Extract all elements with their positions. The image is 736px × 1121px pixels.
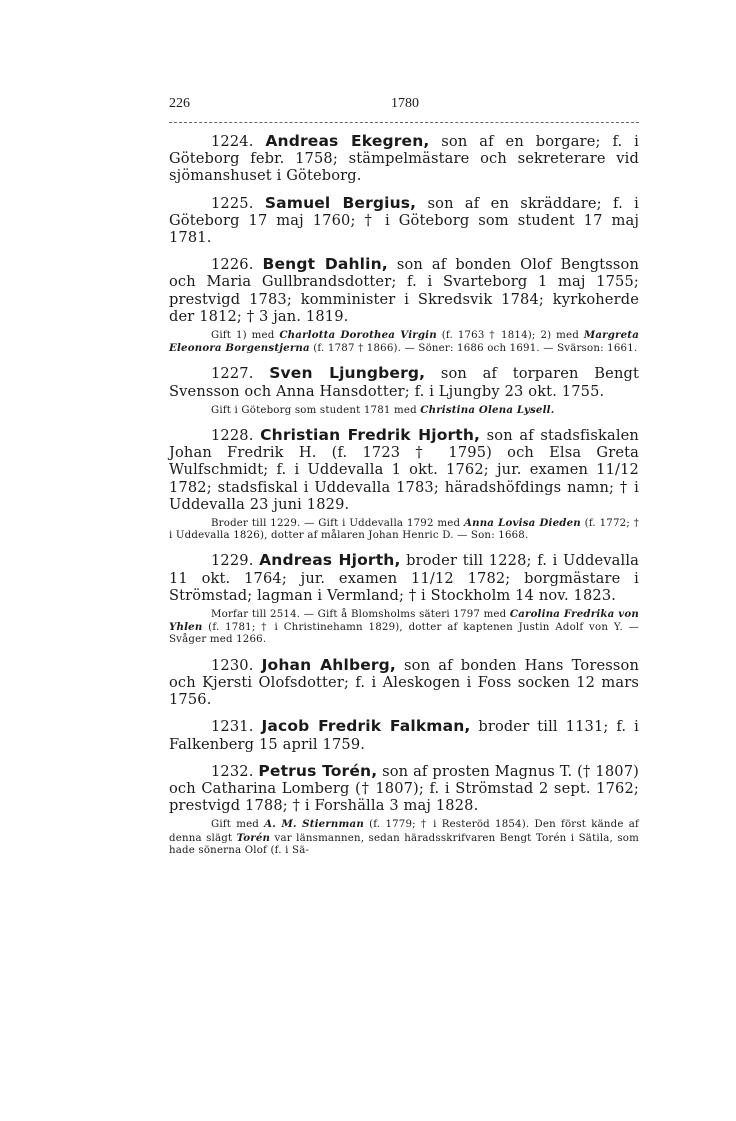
entry-text: son af bonden Hans Toresson och Kjersti Olofsdotter; f. i Aleskogen i Foss socken 12 mars 1756.: [169, 656, 639, 709]
entry-name: Christian Fredrik Hjorth,: [260, 426, 481, 445]
entry-note-1227: [169, 404, 639, 417]
note-spouse-name: Margreta Eleonora Borgenstjerna: [169, 329, 639, 355]
entry-note-1226: [169, 329, 639, 355]
entry-1225: [169, 195, 639, 247]
entry-text: broder till 1131; f. i Falkenberg 15 april 1759.: [169, 718, 639, 753]
header-rule: [169, 122, 639, 123]
entry-number: 1226.: [211, 256, 254, 274]
entry-note-1228: [169, 517, 639, 542]
entry-text: son af stadsfiskalen Johan Fredrik H. (f. 1723 † 1795) och Elsa Greta Wulfschmidt; f. i Uddevalla 1 okt. 1762; jur. examen 11/12 1782; stadsfiskal i Uddevalla 1783; häradshöfdings namn; † i Uddevalla 23 juni 1829.: [169, 427, 639, 513]
entry-1228: [169, 427, 639, 513]
entry-name: Johan Ahlberg,: [261, 655, 396, 674]
entry-1226: [169, 256, 639, 325]
entry-number: 1225.: [211, 194, 254, 212]
note-text: var länsmannen, sedan häradsskrifvaren Bengt Torén i Sätila, som hade sönerna Olof (f. i Sä-: [169, 832, 639, 856]
entry-text: son af torparen Bengt Svensson och Anna Hansdotter; f. i Ljungby 23 okt. 1755.: [169, 365, 640, 400]
entry-number: 1230.: [211, 656, 254, 674]
note-text: (f. 1763 † 1814); 2) med: [436, 330, 584, 342]
entry-1229: [169, 552, 639, 604]
entry-name: Andreas Ekegren,: [265, 132, 430, 150]
entry-name: Samuel Bergius,: [264, 193, 417, 212]
running-head-year: 1780: [391, 96, 419, 111]
entry-name: Petrus Torén,: [258, 761, 378, 780]
note-spouse-name: A. M. Stiernman: [264, 818, 364, 831]
entry-name: Sven Ljungberg,: [269, 364, 426, 383]
note-spouse-name: Charlotta Dorothea Virgin: [279, 329, 437, 342]
entry-text: son af prosten Magnus T. († 1807) och Catharina Lomberg († 1807); f. i Strömstad 2 sept. 1762; prestvigd 1788; † i Forshälla 3 maj 1828.: [169, 762, 639, 815]
entry-1227: [169, 365, 639, 399]
page-header: [169, 96, 639, 118]
entry-text: broder till 1228; f. i Uddevalla 11 okt. 1764; jur. examen 11/12 1782; borgmästare i Strömstad; lagman i Vermland; † i Stockholm 14 nov. 1823.: [169, 552, 640, 604]
entry-name: Andreas Hjorth,: [259, 551, 401, 570]
note-text: Gift i Göteborg som student 1781 med: [211, 404, 421, 416]
note-text: Broder till 1229. — Gift i Uddevalla 1792 med: [211, 518, 464, 530]
entry-note-1232: [169, 818, 639, 857]
entry-number: 1229.: [211, 552, 254, 570]
entry-number: 1231.: [211, 718, 254, 736]
note-text: (f. 1779; † i Resteröd 1854). Den först kände af denna slägt: [169, 819, 639, 844]
note-text: Morfar till 2514. — Gift å Blomsholms säteri 1797 med: [211, 609, 510, 621]
note-text: Gift med: [211, 819, 265, 831]
note-text: (f. 1781; † i Christinehamn 1829), dotter af kaptenen Justin Adolf von Y. — Svåger med 1266.: [169, 622, 639, 646]
entry-name: Bengt Dahlin,: [262, 255, 388, 274]
entry-text: son af en borgare; f. i Göteborg febr. 1758; stämpelmästare och sekreterare vid sjömanshuset i Göteborg.: [169, 133, 639, 185]
entry-number: 1224.: [211, 133, 254, 150]
entry-1230: [169, 657, 639, 709]
entry-name: Jacob Fredrik Falkman,: [261, 717, 471, 736]
note-text: (f. 1787 † 1866). — Söner: 1686 och 1691. — Svärson: 1661.: [309, 343, 638, 355]
note-spouse-name: Anna Lovisa Dieden: [463, 517, 581, 530]
note-text: (f. 1772; † i Uddevalla 1826), dotter af målaren Johan Henric D. — Son: 1668.: [169, 518, 640, 542]
entry-1231: [169, 718, 639, 752]
note-family-name: Torén: [236, 831, 271, 844]
entry-number: 1227.: [211, 365, 254, 383]
page-number: 226: [169, 96, 190, 111]
note-spouse-name: Carolina Fredrika von Yhlen: [169, 608, 639, 634]
entry-text: son af bonden Olof Bengtsson och Maria Gullbrandsdotter; f. i Svarteborg 1 maj 1755; prestvigd 1783; komminister i Skredsvik 1784; kyrkoherde der 1812; † 3 jan. 1819.: [169, 256, 639, 325]
entry-1232: [169, 763, 639, 815]
entry-note-1229: [169, 608, 639, 647]
book-page: [169, 96, 639, 867]
note-text: Gift 1) med: [211, 330, 280, 342]
entry-text: son af en skräddare; f. i Göteborg 17 maj 1760; † i Göteborg som student 17 maj 1781.: [169, 194, 639, 247]
note-spouse-name: Christina Olena Lysell.: [420, 403, 555, 416]
entry-number: 1232.: [211, 762, 254, 780]
entry-1224: [169, 133, 639, 185]
entry-number: 1228.: [211, 427, 254, 445]
